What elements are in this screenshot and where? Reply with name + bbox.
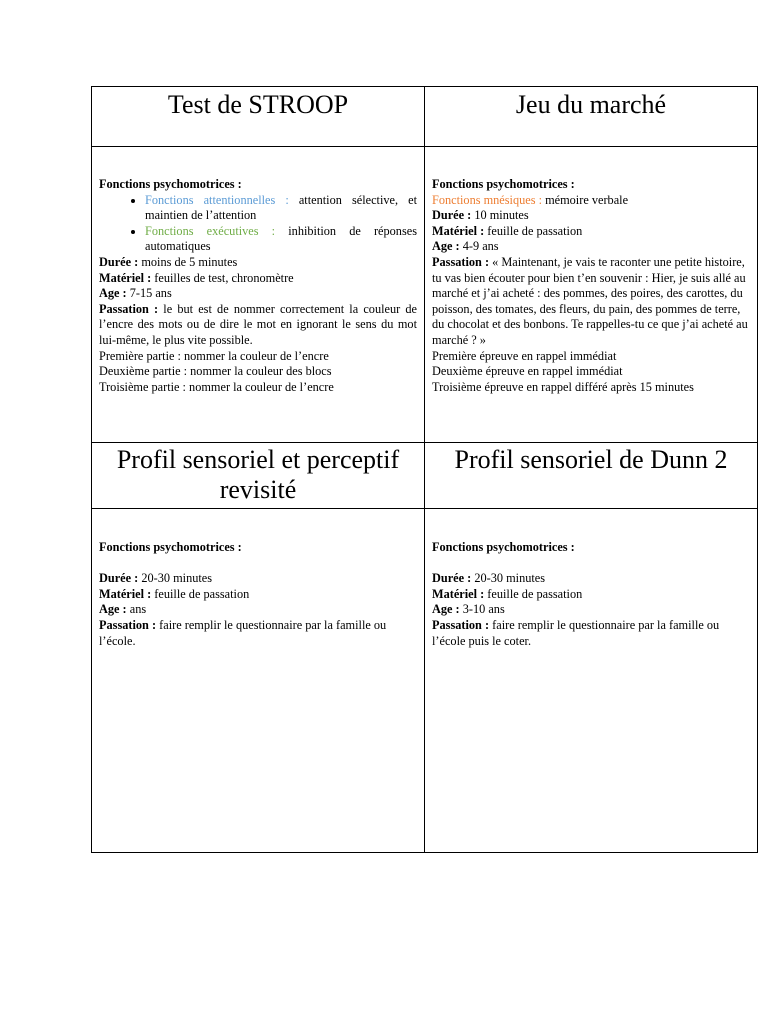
test-details	[92, 509, 424, 649]
procedure-line: Troisième partie : nommer la couleur de l’encre	[99, 379, 334, 394]
details-cell-profil-revisite	[92, 509, 425, 853]
passation-paragraph: Passation : « Maintenant, je vais te raconter une petite histoire, tu vas bien écouter pour bien t’en souvenir : Hier, je suis allé au marché et j’ai acheté : des pommes, des poires, des carottes, du poisson, des tomates, des fleurs, du pain, des pommes de terre, du chocolat et des bonbons. Te rappelles-tu ce que j’ai acheté au marché ? »	[432, 254, 748, 347]
procedure-line: Troisième épreuve en rappel différé après 15 minutes	[432, 379, 694, 394]
test-title: Test de STROOP	[167, 90, 349, 119]
functions-heading: Fonctions psychomotrices :	[99, 540, 242, 554]
material-line: Matériel : feuille de passation	[432, 223, 583, 238]
title-cell-marche	[425, 87, 758, 147]
functions-heading: Fonctions psychomotrices :	[432, 177, 575, 191]
title-cell-dunn	[425, 443, 758, 509]
title-row	[92, 443, 758, 509]
test-details	[425, 147, 757, 395]
age-line: Age : 7-15 ans	[99, 286, 172, 301]
age-line: Age : 4-9 ans	[432, 239, 499, 254]
function-item	[145, 224, 417, 255]
test-details	[425, 509, 757, 649]
details-cell-marche	[425, 147, 758, 443]
duration-line: Durée : 10 minutes	[432, 208, 529, 223]
details-cell-dunn	[425, 509, 758, 853]
assessment-table	[91, 86, 758, 853]
function-text: attention sélective, et maintien de l’attention	[145, 192, 417, 223]
procedure-line: Deuxième épreuve en rappel immédiat	[432, 364, 623, 379]
procedure-line: Première partie : nommer la couleur de l’encre	[99, 348, 329, 363]
spacer	[99, 556, 417, 572]
function-line	[432, 193, 750, 209]
details-row	[92, 509, 758, 853]
age-line: Age : ans	[99, 602, 147, 617]
function-label: Fonctions attentionnelles :	[145, 192, 289, 207]
details-cell-stroop	[92, 147, 425, 443]
procedure-line: Première épreuve en rappel immédiat	[432, 348, 617, 363]
material-line: Matériel : feuille de passation	[99, 586, 250, 601]
duration-line: Durée : 20-30 minutes	[432, 571, 546, 586]
function-text: inhibition de réponses automatiques	[145, 223, 417, 254]
title-cell-profil-revisite	[92, 443, 425, 509]
test-title: Jeu du marché	[515, 90, 667, 119]
procedure-line: Deuxième partie : nommer la couleur des blocs	[99, 364, 332, 379]
duration-line: Durée : 20-30 minutes	[99, 571, 213, 586]
functions-heading: Fonctions psychomotrices :	[99, 177, 242, 191]
function-label: Fonctions exécutives :	[145, 223, 276, 238]
functions-heading: Fonctions psychomotrices :	[432, 540, 575, 554]
functions-list	[99, 193, 417, 255]
title-cell-stroop	[92, 87, 425, 147]
test-details	[92, 147, 424, 395]
age-line: Age : 3-10 ans	[432, 602, 505, 617]
function-item	[145, 193, 417, 224]
duration-line: Durée : moins de 5 minutes	[99, 254, 238, 269]
spacer	[432, 556, 750, 572]
material-line: Matériel : feuilles de test, chronomètre	[99, 270, 294, 285]
passation-paragraph: Passation : faire remplir le questionnaire par la famille ou l’école.	[99, 617, 387, 648]
test-title: Profil sensoriel et perceptif revisité	[116, 445, 400, 504]
passation-paragraph: Passation : le but est de nommer correctement la couleur de l’encre des mots ou de dire le mot en ignorant le sens du mot lui-même, le plus vite possible.	[99, 301, 417, 347]
details-row	[92, 147, 758, 443]
title-row	[92, 87, 758, 147]
material-line: Matériel : feuille de passation	[432, 586, 583, 601]
function-label: Fonctions mnésiques :	[432, 192, 542, 207]
passation-paragraph: Passation : faire remplir le questionnaire par la famille ou l’école puis le coter.	[432, 617, 720, 648]
test-title: Profil sensoriel de Dunn 2	[454, 445, 728, 474]
function-text: mémoire verbale	[542, 192, 629, 207]
